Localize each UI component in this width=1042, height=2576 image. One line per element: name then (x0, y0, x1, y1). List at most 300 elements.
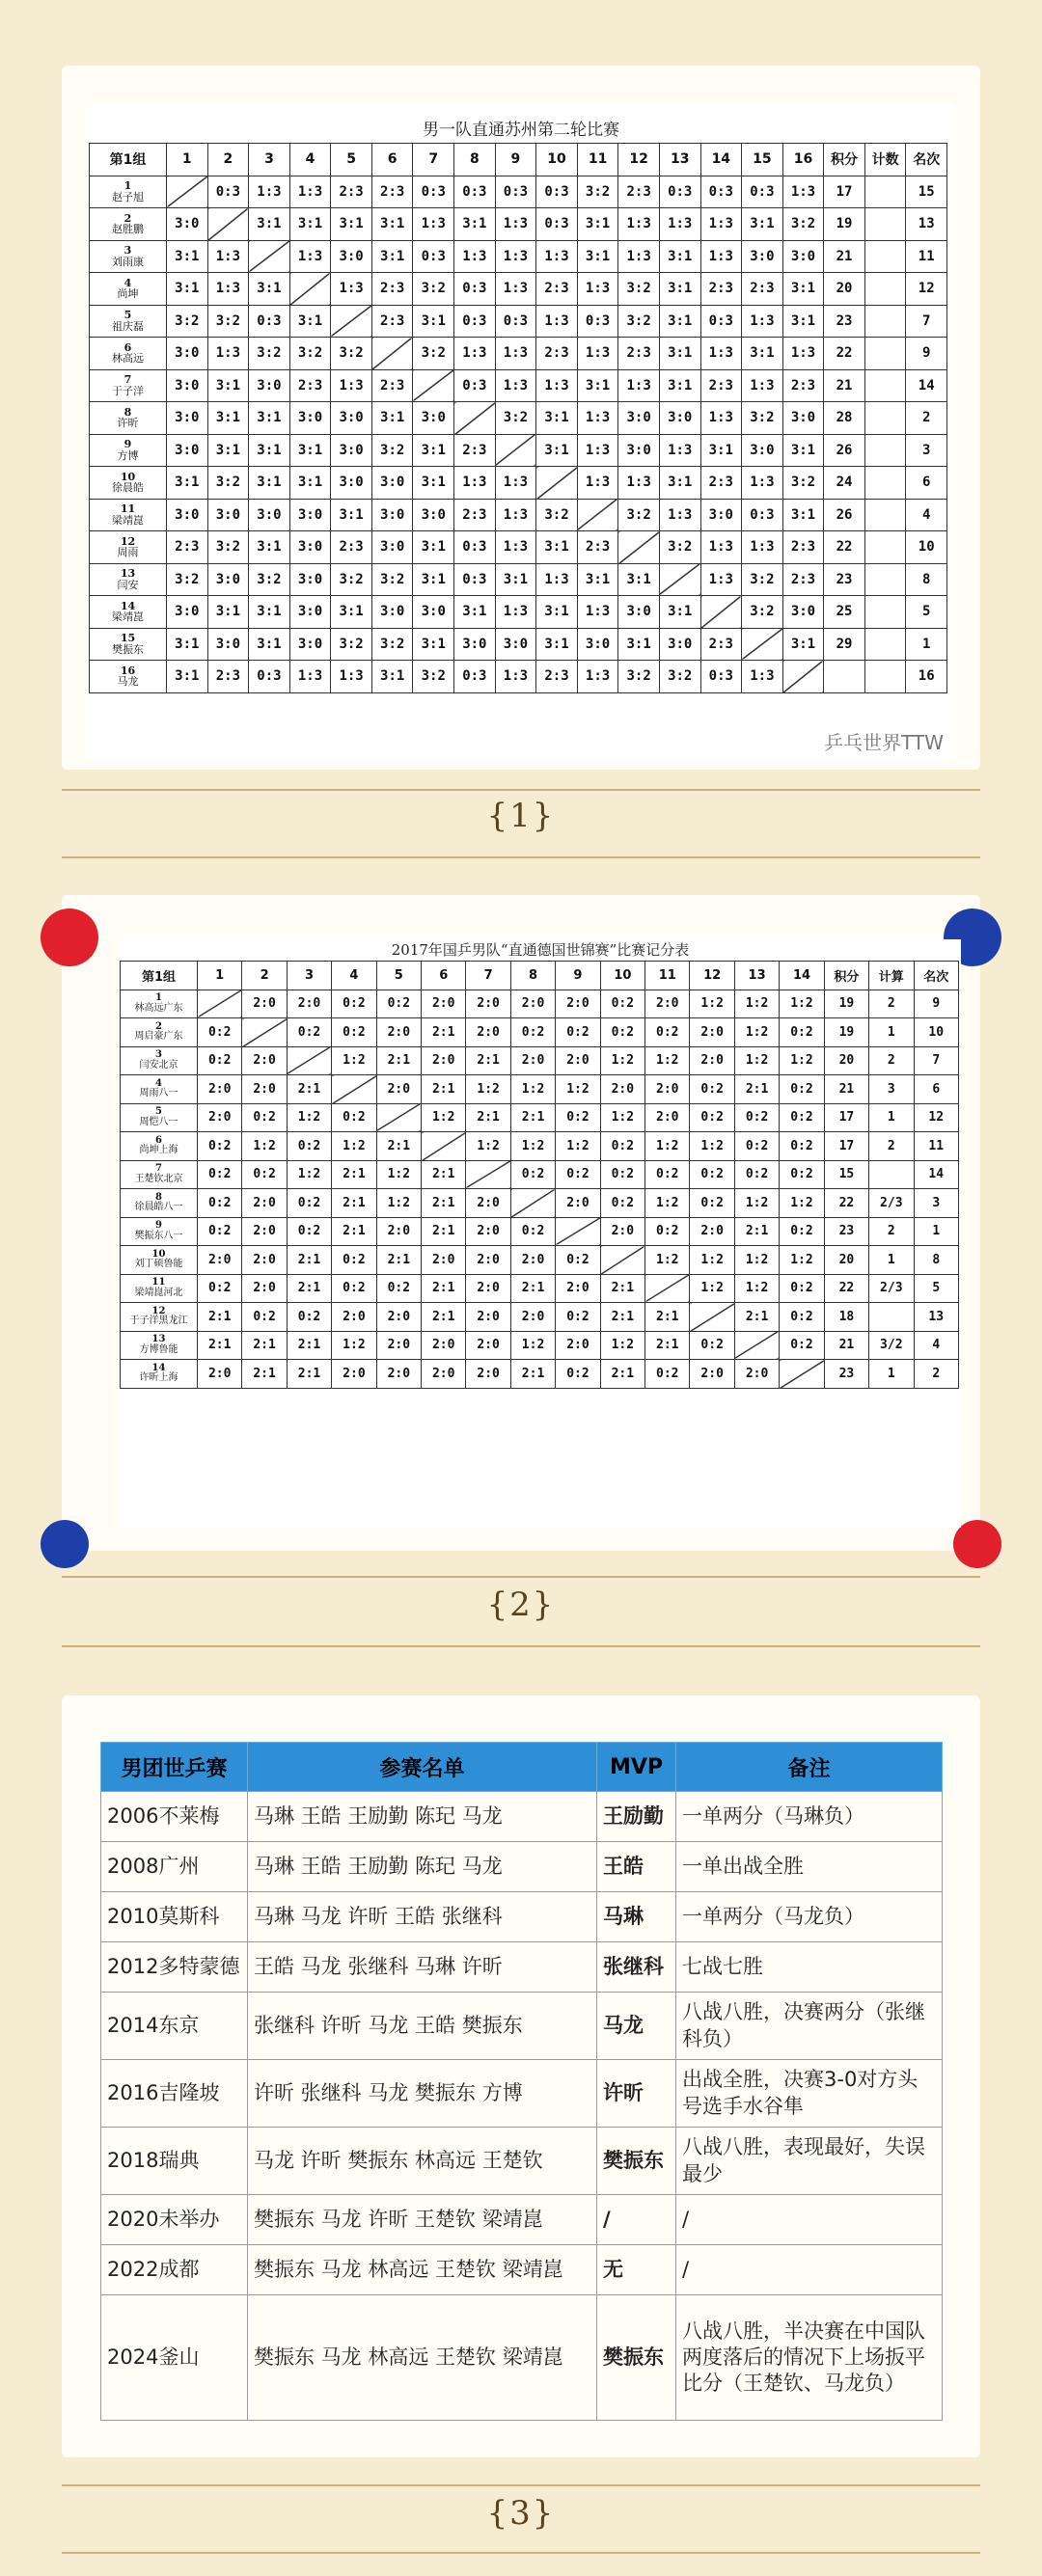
player-name: 梁靖崑 (112, 513, 144, 527)
score-cell: 1:3 (618, 240, 660, 273)
diagonal-cell (422, 1132, 466, 1161)
column-header: MVP (597, 1743, 676, 1792)
score-cell: 1:3 (618, 208, 660, 241)
score-cell: 17 (824, 1132, 868, 1161)
score-cell: 1:3 (618, 369, 660, 402)
score-cell: 21 (824, 369, 865, 402)
score-cell: 0:3 (536, 208, 578, 241)
player-cell (90, 240, 167, 273)
score-cell: 2 (869, 1217, 914, 1246)
score-cell: 1:2 (780, 1189, 824, 1218)
score-cell: 3:2 (659, 531, 700, 564)
corner-label: 第1组 (121, 962, 198, 990)
score-cell: 2:3 (371, 273, 413, 306)
score-cell: 13 (906, 208, 947, 241)
score-cell: 0:2 (332, 1274, 376, 1303)
column-header: 7 (413, 144, 454, 176)
table-row (90, 369, 947, 402)
player-number: 5 (123, 309, 132, 322)
score-cell: 0:3 (413, 240, 454, 273)
score-cell: 2:0 (242, 1217, 287, 1246)
score-cell: 3:0 (167, 434, 208, 467)
score-cell: 3:2 (782, 208, 824, 241)
score-cell: 2:1 (422, 1217, 466, 1246)
score-cell: 3:0 (659, 628, 700, 661)
score-cell: 0:3 (495, 176, 536, 208)
score-cell: 1:2 (556, 1075, 600, 1104)
score-cell: 2:0 (376, 1360, 421, 1389)
score-cell: 4 (914, 1331, 959, 1360)
score-cell: 1:2 (510, 1075, 555, 1104)
score-cell: 0:2 (780, 1274, 824, 1303)
score-cell: 3:2 (249, 563, 290, 596)
score-cell (864, 273, 906, 306)
score-cell: 2:0 (690, 1217, 734, 1246)
score-cell: 1:3 (700, 240, 742, 273)
score-cell: 2:0 (690, 1360, 734, 1389)
score-cell: 3:1 (249, 467, 290, 500)
diagonal-cell (782, 661, 824, 693)
score-cell: 2:0 (466, 1189, 510, 1218)
score-cell: 3:1 (207, 434, 249, 467)
score-cell: 1:2 (422, 1103, 466, 1132)
score-cell: 1:2 (645, 1046, 690, 1075)
score-cell: 2:1 (600, 1274, 644, 1303)
score-cell: 2:0 (332, 1360, 376, 1389)
score-cell: 2:3 (536, 338, 578, 370)
table-row (121, 1189, 959, 1218)
score-cell: 19 (824, 1018, 868, 1047)
table-row (101, 2295, 943, 2421)
table-row (90, 208, 947, 241)
score-cell: 1:2 (466, 1132, 510, 1161)
table-row (101, 1942, 943, 1993)
score-cell: 2:0 (242, 990, 287, 1018)
player-name: 周启豪广东 (134, 1031, 183, 1043)
score-cell: 8 (914, 1246, 959, 1275)
score-cell: 3:0 (207, 499, 249, 531)
score-cell: 3:2 (371, 434, 413, 467)
score-cell: 7 (914, 1046, 959, 1075)
score-cell: 3:0 (413, 499, 454, 531)
player-cell (90, 563, 167, 596)
mvp-cell: 无 (597, 2245, 676, 2295)
score-cell: 1 (869, 1246, 914, 1275)
score-cell: 2:1 (466, 1046, 510, 1075)
score-cell: 3:1 (659, 338, 700, 370)
score-cell: 2:1 (422, 1189, 466, 1218)
table-row (90, 499, 947, 531)
score-cell: 2:0 (556, 1189, 600, 1218)
table-row (90, 434, 947, 467)
score-cell: 0:3 (454, 305, 496, 338)
table-header-row (101, 1743, 943, 1792)
score-cell: 0:2 (287, 1217, 331, 1246)
player-number: 15 (120, 632, 136, 645)
score-cell: 1:2 (690, 1246, 734, 1275)
diagonal-cell (249, 240, 290, 273)
score-cell: 25 (824, 596, 865, 629)
score-cell: 1:3 (249, 176, 290, 208)
score-cell: 0:2 (332, 1103, 376, 1132)
score-cell: 3:0 (167, 402, 208, 435)
column-header: 10 (536, 144, 578, 176)
player-name: 林高远 (112, 352, 144, 366)
score-cell: 0:2 (287, 1018, 331, 1047)
score-cell: 1:2 (780, 990, 824, 1018)
score-cell: 0:2 (510, 1160, 555, 1189)
table-row (101, 2128, 943, 2195)
score-cell: 2:0 (287, 990, 331, 1018)
column-header: 2 (207, 144, 249, 176)
player-name: 尚坤上海 (139, 1145, 178, 1156)
score-cell: 0:2 (600, 1189, 644, 1218)
column-header: 1 (167, 144, 208, 176)
score-cell: 2:1 (287, 1274, 331, 1303)
score-cell: 1:2 (690, 1274, 734, 1303)
score-cell: 0:2 (734, 1103, 779, 1132)
score-cell: 2:3 (207, 661, 249, 693)
score-cell: 1:3 (577, 434, 618, 467)
caption-3: {3} (486, 2494, 556, 2533)
score-cell: 3:2 (413, 273, 454, 306)
score-cell: 0:2 (242, 1160, 287, 1189)
score-cell: 1:3 (331, 369, 372, 402)
score-cell: 0:2 (645, 1160, 690, 1189)
score-cell: 23 (824, 1217, 868, 1246)
score-cell: 2 (869, 1046, 914, 1075)
score-cell: 0:2 (780, 1160, 824, 1189)
event-cell: 2022成都 (101, 2245, 248, 2295)
world-championship-table (100, 1742, 943, 2421)
diagonal-cell (332, 1075, 376, 1104)
watermark: 乒乓世界TTW (824, 731, 944, 754)
player-cell (121, 1274, 198, 1303)
score-cell: 3:1 (782, 273, 824, 306)
score-cell: 3:2 (618, 273, 660, 306)
score-cell: 8 (906, 563, 947, 596)
score-cell: 0:3 (207, 176, 249, 208)
player-cell (121, 1360, 198, 1389)
score-cell: 2:1 (422, 1075, 466, 1104)
score-cell: 0:2 (198, 1160, 242, 1189)
score-cell: 0:3 (249, 305, 290, 338)
player-name: 徐晨皓 (112, 481, 144, 495)
score-cell: 3:1 (331, 499, 372, 531)
score-cell: 3:1 (207, 369, 249, 402)
mvp-cell: 张继科 (597, 1942, 676, 1993)
player-name: 于子洋 (112, 384, 144, 397)
note-cell: 八战八胜，半决赛在中国队两度落后的情况下上场扳平比分（王楚钦、马龙负） (676, 2295, 943, 2421)
score-cell: 3:0 (371, 531, 413, 564)
player-cell (90, 596, 167, 629)
score-table-2 (120, 961, 959, 1389)
score-cell: 3:2 (618, 499, 660, 531)
score-cell: 2:0 (242, 1274, 287, 1303)
score-cell: 12 (906, 273, 947, 306)
score-cell: 3:0 (331, 402, 372, 435)
score-cell: 2:0 (198, 1360, 242, 1389)
score-cell: 2:0 (734, 1360, 779, 1389)
score-cell: 3:2 (331, 628, 372, 661)
diagonal-cell (371, 338, 413, 370)
score-cell: 1:3 (495, 531, 536, 564)
score-cell: 1:3 (495, 661, 536, 693)
score-sheet-1 (87, 104, 955, 760)
score-cell: 3:1 (782, 628, 824, 661)
score-cell: 16 (906, 661, 947, 693)
score-cell: 1:3 (331, 273, 372, 306)
player-name: 祖庆磊 (112, 319, 144, 333)
diagonal-cell (413, 369, 454, 402)
column-header: 12 (690, 962, 734, 990)
score-cell: 0:2 (198, 1018, 242, 1047)
score-cell: 5 (914, 1274, 959, 1303)
score-cell: 2:0 (510, 1303, 555, 1332)
score-cell: 3:0 (167, 369, 208, 402)
player-number: 9 (123, 438, 132, 451)
score-cell: 3:1 (495, 563, 536, 596)
score-cell: 2:1 (422, 1018, 466, 1047)
score-cell: 15 (906, 176, 947, 208)
score-cell: 3:1 (577, 369, 618, 402)
score-cell: 0:3 (454, 531, 496, 564)
score-cell: 3:2 (167, 305, 208, 338)
roster-cell: 马琳 王皓 王励勤 陈玘 马龙 (248, 1792, 597, 1842)
score-cell: 1:2 (734, 1274, 779, 1303)
score-cell: 3:1 (167, 273, 208, 306)
score-cell: 1:2 (645, 1246, 690, 1275)
score-cell: 3:0 (495, 628, 536, 661)
player-number: 7 (155, 1163, 162, 1175)
table-row (121, 1018, 959, 1047)
score-cell: 0:3 (454, 176, 496, 208)
score-cell: 3:2 (659, 661, 700, 693)
score-cell: 3:0 (454, 628, 496, 661)
score-cell: 3:1 (249, 273, 290, 306)
score-cell: 3:0 (289, 531, 331, 564)
score-cell: 3:1 (700, 434, 742, 467)
separator (62, 2552, 980, 2554)
player-name: 方博鲁能 (139, 1343, 178, 1355)
score-cell: 2/3 (869, 1274, 914, 1303)
column-header: 计算 (869, 962, 914, 990)
score-cell: 22 (824, 531, 865, 564)
score-cell: 3:1 (659, 305, 700, 338)
table-row (90, 240, 947, 273)
score-cell: 11 (906, 240, 947, 273)
player-number: 1 (155, 992, 162, 1004)
diagonal-cell (287, 1046, 331, 1075)
score-cell (864, 338, 906, 370)
event-cell: 2020未举办 (101, 2195, 248, 2245)
score-cell: 1:2 (242, 1132, 287, 1161)
diagonal-cell (556, 1217, 600, 1246)
score-cell: 0:2 (780, 1103, 824, 1132)
score-cell: 2:0 (376, 1303, 421, 1332)
score-cell: 2:0 (376, 1331, 421, 1360)
score-cell: 0:2 (690, 1075, 734, 1104)
panel-table-1 (62, 66, 980, 770)
score-cell: 1 (869, 1018, 914, 1047)
player-cell (90, 434, 167, 467)
score-cell: 1:2 (734, 1246, 779, 1275)
score-cell: 2:0 (690, 1018, 734, 1047)
score-cell: 1:2 (600, 1103, 644, 1132)
player-cell (90, 305, 167, 338)
score-cell: 1:3 (700, 208, 742, 241)
column-header: 5 (331, 144, 372, 176)
separator (62, 856, 980, 858)
score-cell: 0:3 (454, 563, 496, 596)
player-cell (90, 499, 167, 531)
column-header: 9 (556, 962, 600, 990)
column-header: 1 (198, 962, 242, 990)
score-cell: 1 (869, 1103, 914, 1132)
score-cell: 2:0 (556, 1274, 600, 1303)
score-cell: 1:3 (659, 434, 700, 467)
column-header: 13 (659, 144, 700, 176)
score-cell: 3:1 (782, 434, 824, 467)
score-cell: 3:0 (782, 596, 824, 629)
table-row (101, 1892, 943, 1942)
score-cell: 3:1 (536, 596, 578, 629)
score-cell: 3:1 (536, 628, 578, 661)
score-cell: 2:0 (645, 1103, 690, 1132)
score-cell: 3:1 (249, 596, 290, 629)
score-cell: 2:3 (577, 531, 618, 564)
score-cell: 0:3 (742, 499, 783, 531)
player-cell (121, 1075, 198, 1104)
diagonal-cell (577, 499, 618, 531)
table-row (101, 1842, 943, 1892)
score-cell: 3:0 (659, 402, 700, 435)
score-cell: 3:0 (167, 596, 208, 629)
score-cell: 0:2 (780, 1331, 824, 1360)
score-cell: 28 (824, 402, 865, 435)
score-cell: 2:3 (700, 273, 742, 306)
score-cell: 23 (824, 305, 865, 338)
player-number: 4 (123, 276, 132, 289)
score-cell: 2:0 (510, 1246, 555, 1275)
score-cell: 3:1 (371, 402, 413, 435)
diagonal-cell (659, 563, 700, 596)
score-cell: 3:1 (207, 596, 249, 629)
score-cell: 3:1 (536, 531, 578, 564)
score-cell: 23 (824, 1360, 868, 1389)
player-cell (90, 628, 167, 661)
score-cell: 1:3 (782, 176, 824, 208)
score-cell: 0:2 (198, 1132, 242, 1161)
score-cell: 3:0 (167, 499, 208, 531)
diagonal-cell (454, 402, 496, 435)
separator (62, 2484, 980, 2486)
mvp-cell: 樊振东 (597, 2295, 676, 2421)
table-row (90, 596, 947, 629)
score-cell: 0:2 (690, 1160, 734, 1189)
score-cell: 4 (906, 499, 947, 531)
column-header: 16 (782, 144, 824, 176)
separator (62, 1645, 980, 1647)
score-cell: 2:0 (510, 990, 555, 1018)
score-cell: 2:3 (782, 563, 824, 596)
score-cell: 1:3 (207, 338, 249, 370)
score-cell: 3:2 (742, 402, 783, 435)
player-cell (90, 531, 167, 564)
score-cell: 3:1 (413, 531, 454, 564)
score-cell (864, 369, 906, 402)
column-header: 15 (742, 144, 783, 176)
score-cell: 2 (869, 1132, 914, 1161)
table-row (121, 1132, 959, 1161)
event-cell: 2016吉隆坡 (101, 2060, 248, 2128)
player-name: 马龙 (117, 675, 139, 689)
note-cell: 一单两分（马琳负） (676, 1792, 943, 1842)
diagonal-cell (536, 467, 578, 500)
diagonal-cell (645, 1274, 690, 1303)
diagonal-cell (780, 1360, 824, 1389)
score-cell: 3:1 (742, 208, 783, 241)
score-cell: 3:1 (167, 467, 208, 500)
player-name: 刘雨康 (112, 255, 144, 268)
player-number: 10 (120, 470, 136, 483)
score-cell (869, 1303, 914, 1332)
score-cell: 2:1 (287, 1075, 331, 1104)
player-cell (90, 273, 167, 306)
player-name: 樊振东 (112, 642, 144, 656)
score-cell: 3:1 (289, 467, 331, 500)
score-cell: 26 (824, 434, 865, 467)
table-row (101, 1792, 943, 1842)
score-cell: 3:1 (249, 531, 290, 564)
score-cell: 3:1 (454, 208, 496, 241)
roster-cell: 马龙 许昕 樊振东 林高远 王楚钦 (248, 2128, 597, 2195)
score-cell: 3:1 (289, 434, 331, 467)
table-row (121, 1075, 959, 1104)
score-cell: 3:1 (413, 563, 454, 596)
score-cell: 1:2 (332, 1046, 376, 1075)
player-name: 赵子旭 (112, 190, 144, 203)
score-cell: 3:1 (618, 563, 660, 596)
mvp-cell: 樊振东 (597, 2128, 676, 2195)
table-row (121, 1046, 959, 1075)
player-number: 8 (155, 1191, 162, 1203)
score-cell (864, 176, 906, 208)
column-header: 计数 (864, 144, 906, 176)
score-cell: 1:3 (536, 563, 578, 596)
score-cell: 0:3 (495, 305, 536, 338)
score-cell: 1:3 (700, 563, 742, 596)
score-cell: 2:3 (454, 499, 496, 531)
score-cell: 3:1 (782, 305, 824, 338)
table-row (90, 531, 947, 564)
column-header: 9 (495, 144, 536, 176)
panel-table-3 (62, 1695, 980, 2457)
score-cell: 0:2 (780, 1217, 824, 1246)
score-cell: 0:2 (332, 1246, 376, 1275)
table-row (121, 1274, 959, 1303)
player-name: 周雨 (117, 546, 139, 559)
player-cell (90, 402, 167, 435)
mvp-cell: 马龙 (597, 1993, 676, 2060)
column-header: 3 (249, 144, 290, 176)
score-cell: 2 (914, 1360, 959, 1389)
score-cell: 3:1 (371, 661, 413, 693)
score-cell: 1:2 (734, 1046, 779, 1075)
score-cell: 22 (824, 338, 865, 370)
score-cell: 3:1 (249, 402, 290, 435)
score-cell: 3:1 (331, 208, 372, 241)
